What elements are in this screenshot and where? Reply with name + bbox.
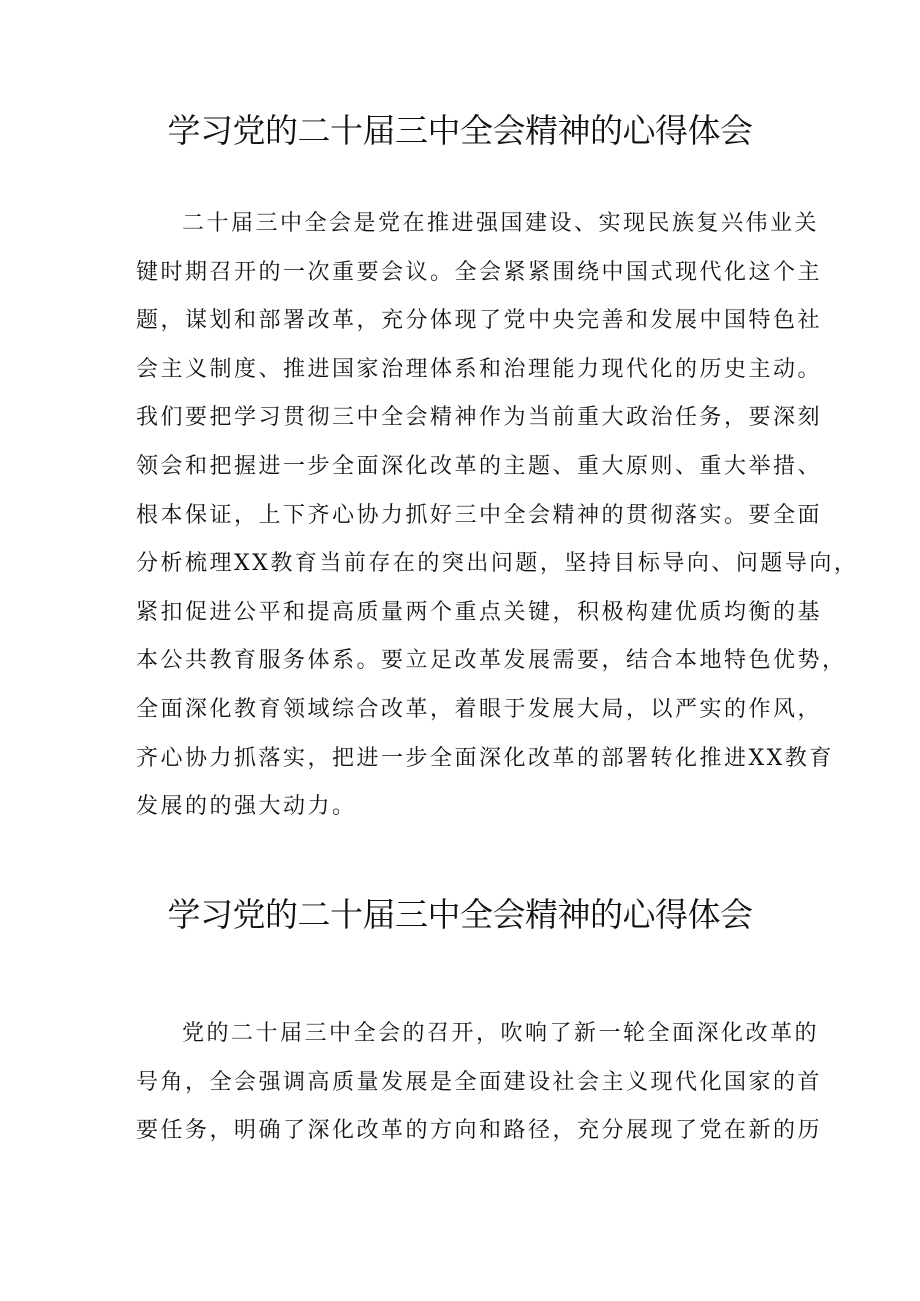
paragraph-line: 全面深化教育领域综合改革，着眼于发展大局，以严实的作风， xyxy=(136,696,823,722)
paragraph-line: 题，谋划和部署改革，充分体现了党中央完善和发展中国特色社 xyxy=(136,308,823,334)
paragraph-line: 领会和把握进一步全面深化改革的主题、重大原则、重大举措、 xyxy=(136,453,823,479)
paragraph-line: 分析梳理XX教育当前存在的突出问题，坚持目标导向、问题导向， xyxy=(136,551,859,577)
section-2-paragraph xyxy=(136,1010,823,1156)
paragraph-line: 根本保证，上下齐心协力抓好三中全会精神的贯彻落实。要全面 xyxy=(136,502,823,528)
section-1-title: 学习党的二十届三中全会精神的心得体会 xyxy=(167,111,753,150)
paragraph-line: 齐心协力抓落实，把进一步全面深化改革的部署转化推进XX教育 xyxy=(136,745,834,771)
paragraph-line: 紧扣促进公平和提高质量两个重点关键，积极构建优质均衡的基 xyxy=(136,599,823,625)
section-1-paragraph xyxy=(136,200,859,832)
paragraph-line: 会主义制度、推进国家治理体系和治理能力现代化的历史主动。 xyxy=(136,356,823,382)
paragraph-line: 党的二十届三中全会的召开，吹响了新一轮全面深化改革的 xyxy=(182,1021,820,1046)
paragraph-line: 号角，全会强调高质量发展是全面建设社会主义现代化国家的首 xyxy=(136,1069,823,1095)
paragraph-line: 二十届三中全会是党在推进强国建设、实现民族复兴伟业关 xyxy=(182,211,820,236)
paragraph-line: 我们要把学习贯彻三中全会精神作为当前重大政治任务，要深刻 xyxy=(136,405,823,431)
paragraph-line: 发展的的强大动力。 xyxy=(136,794,357,820)
paragraph-line: 要任务，明确了深化改革的方向和路径，充分展现了党在新的历 xyxy=(136,1118,823,1144)
paragraph-line: 本公共教育服务体系。要立足改革发展需要，结合本地特色优势， xyxy=(136,648,847,674)
section-2-title: 学习党的二十届三中全会精神的心得体会 xyxy=(167,895,753,934)
paragraph-line: 键时期召开的一次重要会议。全会紧紧围绕中国式现代化这个主 xyxy=(136,259,823,285)
